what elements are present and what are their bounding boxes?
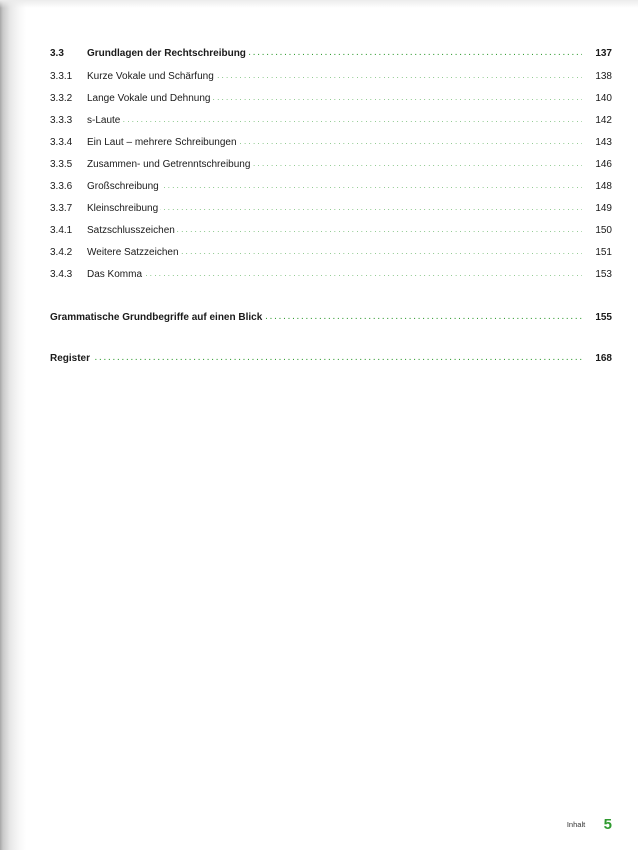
toc-entry-title: Weitere Satzzeichen <box>87 247 179 258</box>
toc-entry-title: Ein Laut – mehrere Schreibungen <box>87 137 237 148</box>
footer-page-number: 5 <box>603 816 612 833</box>
toc-entry-title: Zusammen- und Getrenntschreibung <box>87 159 251 170</box>
toc-entry-3-3-6[interactable] <box>50 178 612 196</box>
toc-entry-title: Großschreibung <box>87 181 159 192</box>
toc-entry-title: Satzschlusszeichen <box>87 225 175 236</box>
toc-entry-3-3-7[interactable] <box>50 200 612 218</box>
toc-entry-page: 137 <box>595 48 612 59</box>
toc-entry-3-4-2[interactable] <box>50 244 612 262</box>
toc-entry-3-3-5[interactable] <box>50 156 612 174</box>
toc-entry-number: 3.4.3 <box>50 269 73 280</box>
toc-entry-number: 3.3.4 <box>50 137 73 148</box>
toc-entry-page: 140 <box>595 93 612 104</box>
toc-entry-page: 138 <box>595 71 612 82</box>
toc-entry-page: 143 <box>595 137 612 148</box>
toc-entry-page: 168 <box>595 353 612 364</box>
scan-top-shadow <box>0 0 638 8</box>
scan-edge-shadow <box>0 0 26 850</box>
toc-entry-title: Kurze Vokale und Schärfung <box>87 71 214 82</box>
footer-section-label: Inhalt <box>566 820 586 829</box>
toc-entry-3-3-4[interactable] <box>50 134 612 152</box>
toc-entry-grammatik[interactable] <box>50 309 612 327</box>
toc-entry-number: 3.3.2 <box>50 93 73 104</box>
toc-entry-3-4-1[interactable] <box>50 222 612 240</box>
toc-entry-title: Lange Vokale und Dehnung <box>87 93 211 104</box>
toc-entry-number: 3.4.1 <box>50 225 73 236</box>
toc-entry-number: 3.3.7 <box>50 203 73 214</box>
toc-entry-page: 150 <box>595 225 612 236</box>
toc-entry-title: Grundlagen der Rechtschreibung <box>87 48 246 59</box>
toc-entry-page: 148 <box>595 181 612 192</box>
toc-entry-register[interactable] <box>50 350 612 368</box>
toc-entry-page: 153 <box>595 269 612 280</box>
toc-entry-number: 3.3.1 <box>50 71 73 82</box>
toc-entry-title: Das Komma <box>87 269 143 280</box>
toc-entry-3-3-3[interactable] <box>50 112 612 130</box>
toc-entry-page: 142 <box>595 115 612 126</box>
toc-entry-3-3-2[interactable] <box>50 90 612 108</box>
toc-entry-title: Kleinschreibung <box>87 203 159 214</box>
toc-entry-title: Grammatische Grundbegriffe auf einen Blick <box>50 312 263 323</box>
toc-entry-title: Register <box>50 353 91 364</box>
toc-entry-3-3-1[interactable] <box>50 68 612 86</box>
toc-entry-page: 146 <box>595 159 612 170</box>
toc-entry-3-4-3[interactable] <box>50 266 612 284</box>
toc-entry-number: 3.3.3 <box>50 115 73 126</box>
toc-entry-page: 151 <box>595 247 612 258</box>
toc-entry-number: 3.3 <box>50 48 64 59</box>
toc-entry-title: s-Laute <box>87 115 121 126</box>
page-footer <box>567 814 612 836</box>
toc-entry-number: 3.3.6 <box>50 181 73 192</box>
toc-entry-page: 149 <box>595 203 612 214</box>
toc-entry-number: 3.4.2 <box>50 247 73 258</box>
toc-entry-page: 155 <box>595 312 612 323</box>
toc-entry-number: 3.3.5 <box>50 159 73 170</box>
toc-entry-3-3[interactable] <box>50 45 612 63</box>
